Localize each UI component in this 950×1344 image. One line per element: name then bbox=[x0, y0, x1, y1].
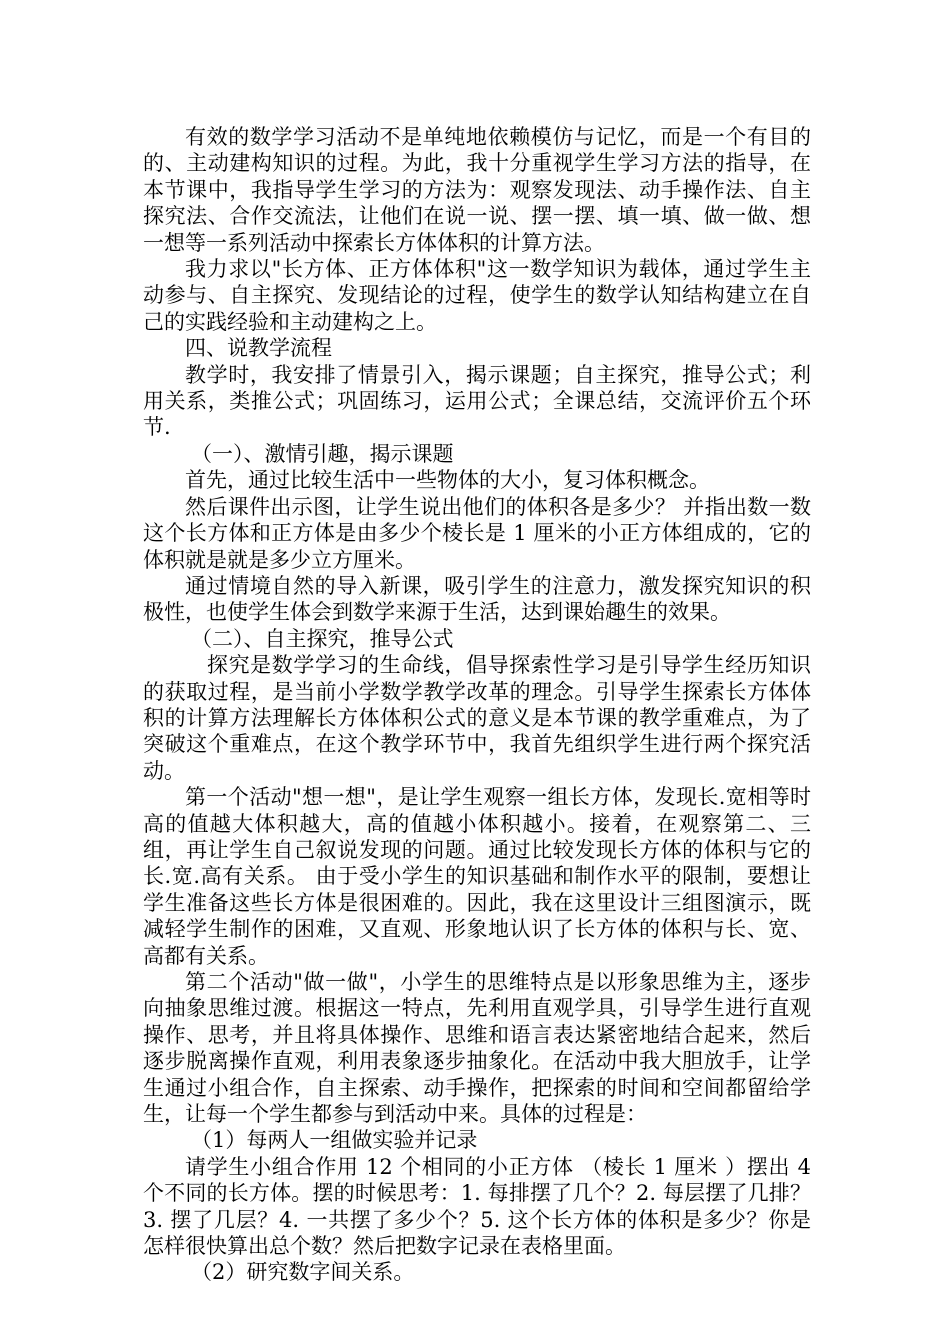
document-body bbox=[143, 124, 811, 1286]
paragraph-review-volume: 首先，通过比较生活中一些物体的大小，复习体积概念。 bbox=[185, 468, 710, 493]
paragraph-activity-two: 第二个活动"做一做"，小学生的思维特点是以形象思维为主，逐步向抽象思维过渡。根据这一特点，先利用直观学具，引导学生进行直观操作、思考，并且将具体操作、思维和语言表达紧密地结合起来，然后逐步脱离操作直观，利用表象逐步抽象化。在活动中我大胆放手，让学生通过小组合作，自主探索、动手操作，把探索的时间和空间都留给学生，让每一个学生都参与到活动中来。具体的过程是： bbox=[143, 970, 811, 1127]
paragraph-group-experiment: 请学生小组合作用 12 个相同的小正方体 （棱长 1 厘米 ）摆出 4 个不同的长方体。摆的时候思考：1. 每排摆了几个？2. 每层摆了几排？3. 摆了几层？4. 一共摆了多少个？5. 这个长方体的体积是多少？你是怎样很快算出总个数？然后把数字记录在表格里面。 bbox=[143, 1154, 811, 1259]
subheading-exploration: （二）、自主探究，推导公式 bbox=[191, 626, 454, 651]
subheading-step-two: （2）研究数字间关系。 bbox=[191, 1260, 415, 1285]
paragraph-learning-methods: 有效的数学学习活动不是单纯地依赖模仿与记忆，而是一个有目的的、主动建构知识的过程。为此，我十分重视学生学习方法的指导，在本节课中，我指导学生学习的方法为：观察发现法、动手操作法、自主探究法、合作交流法，让他们在说一说、摆一摆、填一填、做一做、想一想等一系列活动中探索长方体体积的计算方法。 bbox=[143, 125, 811, 255]
subheading-step-one: （1）每两人一组做实验并记录 bbox=[191, 1128, 478, 1153]
paragraph-courseware-figure: 然后课件出示图，让学生说出他们的体积各是多少？ 并指出数一数这个长方体和正方体是由多少个棱长是 1 厘米的小正方体组成的，它的体积就是就是多少立方厘米。 bbox=[143, 494, 811, 572]
paragraph-knowledge-carrier: 我力求以"长方体、正方体体积"这一数学知识为载体，通过学生主动参与、自主探究、发现结论的过程，使学生的数学认知结构建立在自己的实践经验和主动建构之上。 bbox=[143, 257, 811, 334]
subheading-introduction: （一）、激情引趣，揭示课题 bbox=[191, 441, 454, 466]
paragraph-exploration-lifeline: 探究是数学学习的生命线，倡导探索性学习是引导学生经历知识的获取过程，是当前小学数学教学改革的理念。引导学生探索长方体体积的计算方法理解长方体体积公式的意义是本节课的教学重难点，为了突破这个重难点，在这个教学环节中，我首先组织学生进行两个探究活动。 bbox=[143, 653, 811, 783]
section-heading-teaching-process: 四、说教学流程 bbox=[185, 336, 332, 361]
paragraph-introduction-effect: 通过情境自然的导入新课，吸引学生的注意力，激发探究知识的积极性，也使学生体会到数学来源于生活，达到课始趣生的效果。 bbox=[143, 573, 811, 625]
paragraph-activity-one: 第一个活动"想一想"，是让学生观察一组长方体，发现长.宽相等时高的值越大体积越大，高的值越小体积越小。接着，在观察第二、三组，再让学生自己叙说发现的问题。通过比较发现长方体的体积与它的长.宽.高有关系。 由于受小学生的知识基础和制作水平的限制，要想让学生准备这些长方体是很困难的。因此，我在这里设计三组图演示，既减轻学生制作的困难，又直观、形象地认识了长方体的体积与长、宽、高都有关系。 bbox=[143, 785, 811, 968]
paragraph-teaching-overview: 教学时，我安排了情景引入，揭示课题；自主探究，推导公式；利用关系，类推公式；巩固练习，运用公式；全课总结，交流评价五个环节. bbox=[143, 362, 811, 440]
